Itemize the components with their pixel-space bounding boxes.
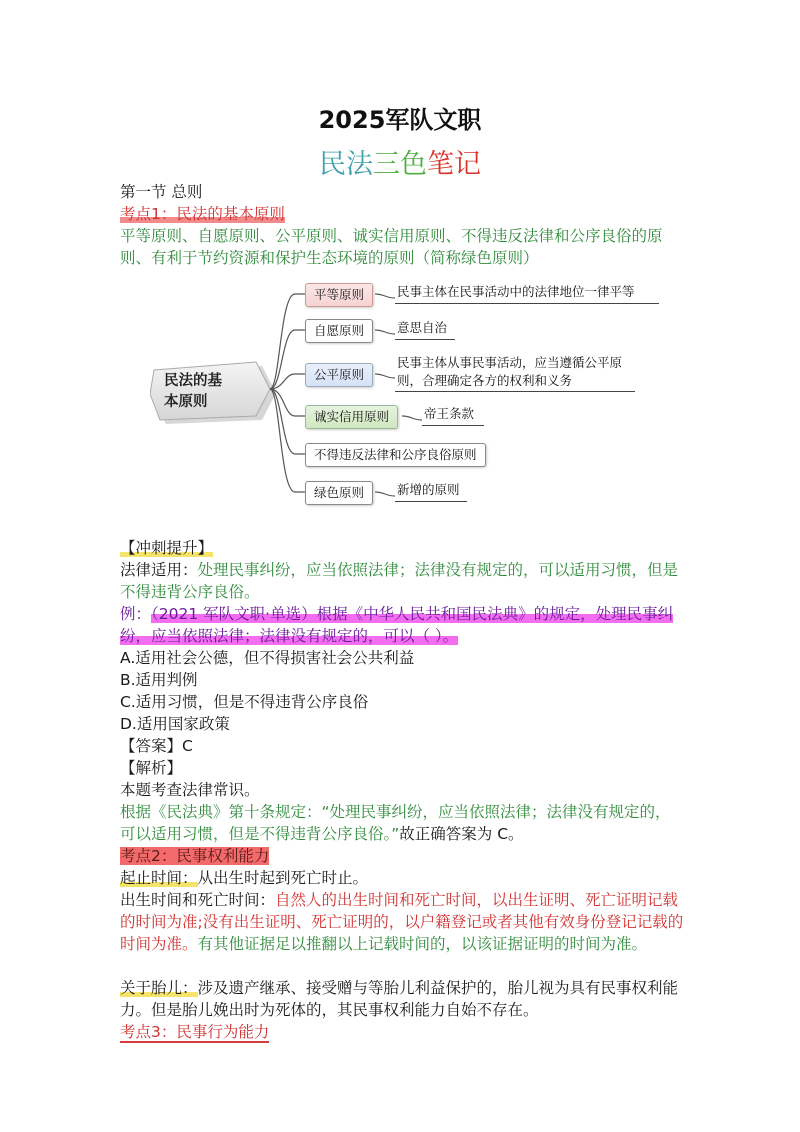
option-c: C.适用习惯，但是不得违背公序良俗 [120, 693, 369, 711]
example-question: 例：（2021 军队文职·单选）根据《中华人民共和国民法典》的规定，处理民事纠纷，应当依照法律；法律没有规定的，可以（ ）。 [120, 605, 674, 645]
option-b: B.适用判例 [120, 671, 198, 689]
point3-heading: 考点3：民事行为能力 [120, 1023, 270, 1041]
point2-birth: 出生时间和死亡时间：自然人的出生时间和死亡时间，以出生证明、死亡证明记载的时间为准;没有出生证明、死亡证明的，以户籍登记或者其他有效身份登记记载的时间为准。有其他证据足以推翻以上记载时间的，以该证据证明的时间为准。 [120, 891, 684, 953]
subtitle-part3: 笔记 [427, 149, 481, 180]
point2-heading: 考点2：民事权利能力 [120, 847, 270, 865]
boost-heading: 【冲刺提升】 [120, 539, 214, 557]
desc-good-faith: 帝王条款 [424, 406, 475, 421]
answer: 【答案】C [120, 737, 193, 755]
node-equality: 平等原则 [305, 283, 373, 307]
desc-green: 新增的原则 [397, 482, 460, 497]
analysis-text: 根据《民法典》第十条规定：“处理民事纠纷，应当依照法律；法律没有规定的，可以适用习惯，但是不得违背公序良俗。”故正确答案为 C。 [120, 803, 671, 843]
subtitle-part2: 三色 [373, 149, 427, 180]
principles-diagram [150, 270, 670, 515]
desc-voluntary: 意思自治 [397, 320, 448, 335]
node-fairness: 公平原则 [305, 363, 373, 387]
analysis-intro: 本题考查法律常识。 [120, 781, 260, 799]
analysis-heading: 【解析】 [120, 759, 183, 777]
point2-fetus: 关于胎儿：涉及遗产继承、接受赠与等胎儿利益保护的，胎儿视为具有民事权利能力。但是胎儿娩出时为死体的，其民事权利能力自始不存在。 [120, 979, 679, 1019]
boost-text: 法律适用：处理民事纠纷，应当依照法律；法律没有规定的，可以适用习惯，但是不得违背公序良俗。 [120, 561, 679, 601]
desc-fairness: 民事主体从事民事活动，应当遵循公平原 则，合理确定各方的权利和义务 [397, 355, 623, 388]
subtitle-part1: 民法 [319, 149, 373, 180]
node-voluntary: 自愿原则 [305, 319, 373, 343]
option-d: D.适用国家政策 [120, 715, 230, 733]
document-title: 2025军队文职 [318, 106, 482, 134]
node-green: 绿色原则 [305, 481, 373, 505]
point2-start: 起止时间：从出生时起到死亡时止。 [120, 869, 369, 887]
option-a: A.适用社会公德，但不得损害社会公共利益 [120, 649, 415, 667]
point1-heading: 考点1：民法的基本原则 [120, 205, 285, 223]
desc-equality: 民事主体在民事活动中的法律地位一律平等 [397, 284, 635, 299]
point1-text: 平等原则、自愿原则、公平原则、诚实信用原则、不得违反法律和公序良俗的原则、有利于节约资源和保护生态环境的原则（简称绿色原则） [120, 227, 663, 267]
diagram-root: 民法的基 本原则 [164, 373, 222, 410]
node-good-faith: 诚实信用原则 [305, 405, 398, 429]
document-subtitle [0, 142, 800, 181]
node-legality: 不得违反法律和公序良俗原则 [305, 443, 486, 467]
section-heading: 第一节 总则 [120, 183, 203, 201]
